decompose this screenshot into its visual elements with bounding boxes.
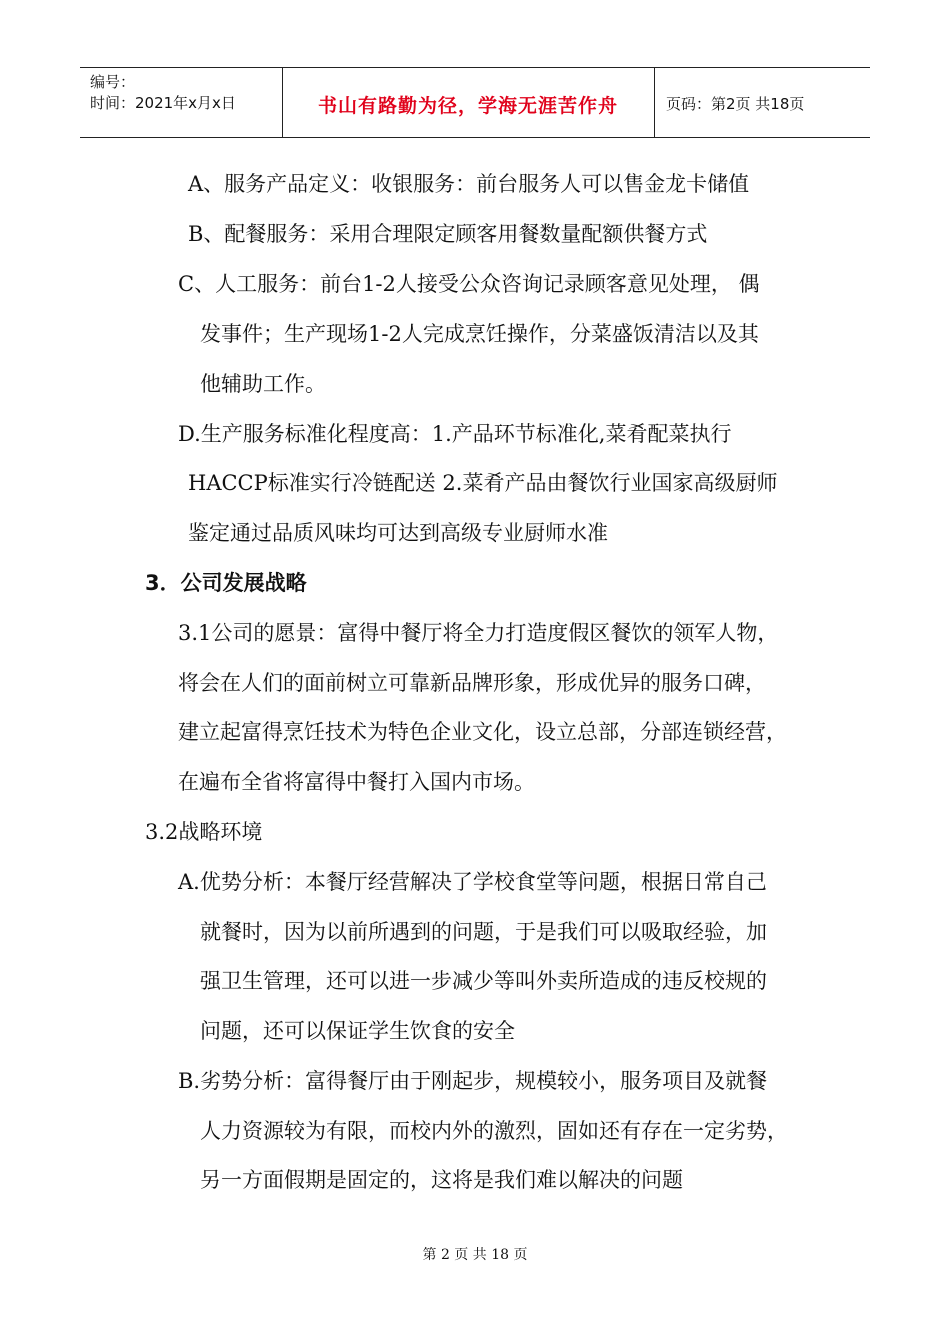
text-line: B、配餐服务：采用合理限定顾客用餐数量配额供餐方式: [188, 222, 708, 246]
header-divider-2: [654, 68, 655, 137]
page-footer: 第 2 页 共 18 页: [422, 1247, 528, 1263]
text-line: C、人工服务：前台1-2人接受公众咨询记录顾客意见处理， 偶: [178, 272, 760, 296]
text-line: 3.1公司的愿景：富得中餐厅将全力打造度假区餐饮的领军人物，: [178, 621, 779, 645]
text-line: A、服务产品定义：收银服务：前台服务人可以售金龙卡储值: [188, 172, 750, 196]
text-line: B.劣势分析：富得餐厅由于刚起步，规模较小，服务项目及就餐: [178, 1069, 768, 1093]
text-line: 强卫生管理，还可以进一步减少等叫外卖所造成的违反校规的: [200, 969, 767, 993]
text-line: 问题，还可以保证学生饮食的安全: [200, 1019, 515, 1043]
text-line: D.生产服务标准化程度高：1.产品环节标准化,菜肴配菜执行: [178, 422, 732, 446]
text-line: 人力资源较为有限，而校内外的激烈，固如还有存在一定劣势，: [200, 1119, 788, 1143]
text-line: 就餐时，因为以前所遇到的问题，于是我们可以吸取经验，加: [200, 920, 767, 944]
time-label: 时间：2021年x月x日: [90, 94, 236, 112]
text-line: 在遍布全省将富得中餐打入国内市场。: [178, 770, 535, 794]
text-line: 另一方面假期是固定的，这将是我们难以解决的问题: [200, 1168, 683, 1192]
header-page-info: 页码：第2页 共18页: [666, 95, 805, 113]
number-label: 编号：: [90, 73, 136, 91]
subsection-heading: 3.2战略环境: [145, 820, 263, 844]
text-line: 发事件；生产现场1-2人完成烹饪操作，分菜盛饭清洁以及其: [200, 322, 759, 346]
text-line: 他辅助工作。: [200, 372, 326, 396]
header-left-cell: [90, 72, 236, 114]
section-heading: 3．公司发展战略: [145, 571, 307, 595]
header-motto: 书山有路勤为径，学海无涯苦作舟: [317, 95, 618, 117]
text-line: HACCP标准实行冷链配送 2.菜肴产品由餐饮行业国家高级厨师: [188, 471, 778, 495]
text-line: A.优势分析：本餐厅经营解决了学校食堂等问题，根据日常自己: [178, 870, 767, 894]
text-line: 鉴定通过品质风味均可达到高级专业厨师水准: [188, 521, 608, 545]
header-table: [80, 67, 870, 138]
text-line: 建立起富得烹饪技术为特色企业文化，设立总部，分部连锁经营，: [178, 720, 787, 744]
text-line: 将会在人们的面前树立可靠新品牌形象，形成优异的服务口碑，: [178, 671, 766, 695]
